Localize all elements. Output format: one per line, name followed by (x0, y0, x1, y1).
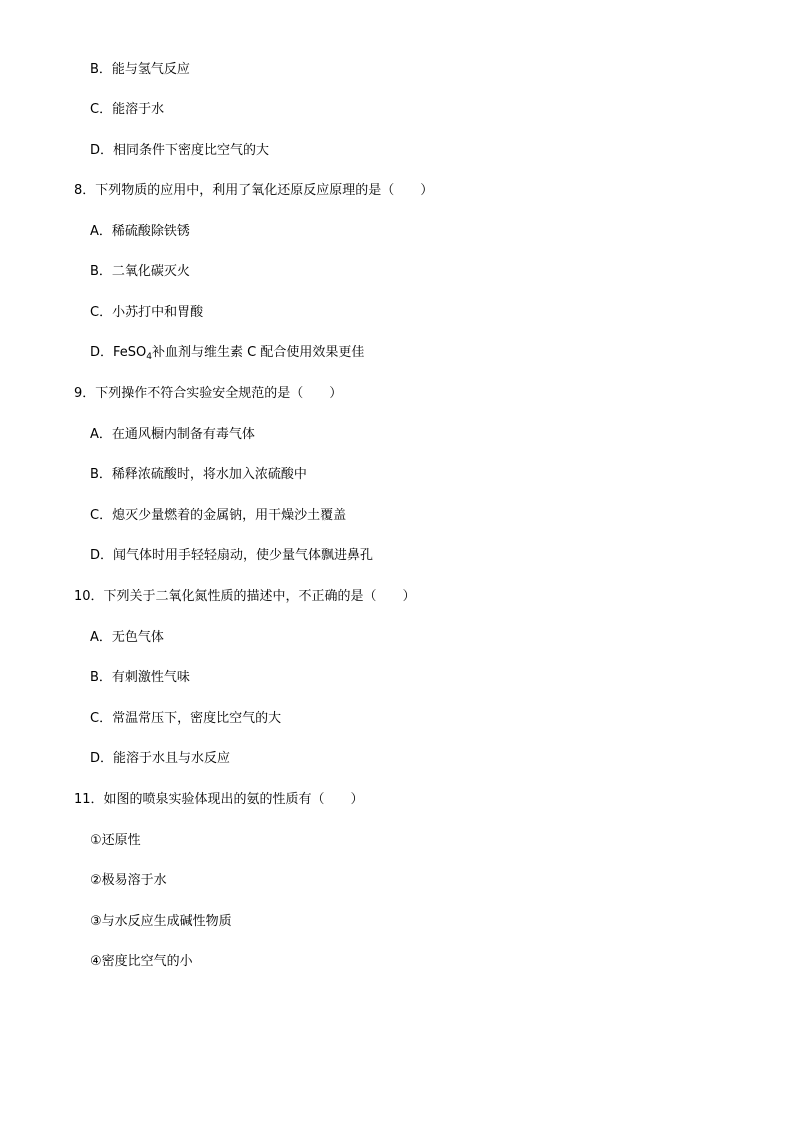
q8-option-d (90, 343, 364, 363)
q11-option-4: ④密度比空气的小 (90, 954, 193, 969)
q7-option-d: D．相同条件下密度比空气的大 (90, 143, 270, 158)
q10-option-b: B．有刺激性气味 (90, 670, 190, 685)
q11-option-1: ①还原性 (90, 833, 141, 848)
q11-option-2: ②极易溶于水 (90, 873, 167, 888)
q7-option-c: C．能溶于水 (90, 102, 165, 117)
q8-option-d-subscript: 4 (146, 352, 152, 362)
q9-option-a: A．在通风橱内制备有毒气体 (90, 427, 255, 442)
q11-stem: 11．如图的喷泉实验体现出的氨的性质有（ ） (74, 792, 364, 807)
q9-option-c: C．熄灭少量燃着的金属钠，用干燥沙土覆盖 (90, 508, 347, 523)
q9-stem: 9．下列操作不符合实验安全规范的是（ ） (74, 386, 343, 401)
q10-option-a: A．无色气体 (90, 630, 164, 645)
q8-option-c: C．小苏打中和胃酸 (90, 305, 204, 320)
q10-option-d: D．能溶于水且与水反应 (90, 751, 231, 766)
q8-option-d-prefix: D．FeSO (90, 345, 147, 360)
q9-option-b: B．稀释浓硫酸时，将水加入浓硫酸中 (90, 467, 307, 482)
q7-option-b: B．能与氢气反应 (90, 62, 190, 77)
q8-option-d-suffix: 补血剂与维生素 C 配合使用效果更佳 (152, 345, 365, 360)
q8-stem: 8．下列物质的应用中，利用了氧化还原反应原理的是（ ） (74, 183, 434, 198)
q10-stem: 10．下列关于二氧化氮性质的描述中，不正确的是（ ） (74, 589, 416, 604)
q9-option-d: D．闻气体时用手轻轻扇动，使少量气体飘进鼻孔 (90, 548, 374, 563)
q8-option-b: B．二氧化碳灭火 (90, 264, 190, 279)
q8-option-a: A．稀硫酸除铁锈 (90, 224, 190, 239)
q10-option-c: C．常温常压下，密度比空气的大 (90, 711, 282, 726)
q11-option-3: ③与水反应生成碱性物质 (90, 914, 232, 929)
